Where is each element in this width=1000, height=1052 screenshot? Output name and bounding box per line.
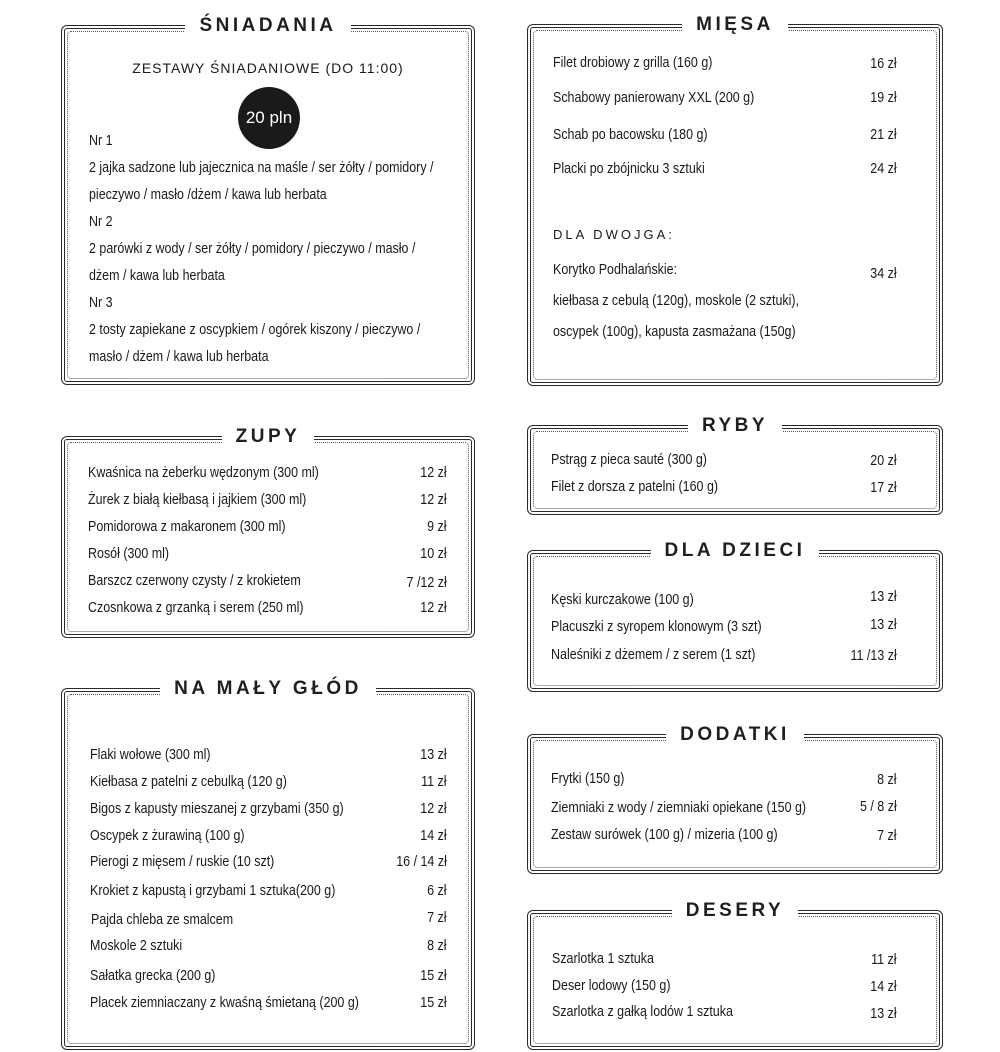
menu-item-price: 9 zł [427, 519, 447, 535]
menu-item-name: Placek ziemniaczany z kwaśną śmietaną (200 g) [90, 995, 359, 1011]
menu-item-price: 13 zł [870, 589, 897, 605]
menu-item-name: Kiełbasa z patelni z cebulką (120 g) [90, 774, 287, 790]
menu-item-name: Schabowy panierowany XXL (200 g) [553, 90, 755, 106]
breakfast-line: 2 tosty zapiekane z oscypkiem / ogórek kiszony / pieczywo / [89, 322, 421, 338]
menu-item-name: Frytki (150 g) [551, 771, 625, 787]
menu-item-name: Sałatka grecka (200 g) [90, 968, 216, 984]
breakfast-line: Nr 1 [89, 133, 113, 149]
menu-item-price: 16 zł [870, 56, 897, 72]
menu-item-name: Barszcz czerwony czysty / z krokietem [88, 573, 301, 589]
menu-item-price: 8 zł [877, 772, 897, 788]
menu-item-name: Pierogi z mięsem / ruskie (10 szt) [90, 854, 275, 870]
section-title: DODATKI [531, 724, 939, 746]
breakfast-line: pieczywo / masło /dżem / kawa lub herbata [89, 187, 327, 203]
breakfast-line: Nr 2 [89, 214, 113, 230]
menu-item-name: Żurek z białą kiełbasą i jajkiem (300 ml) [88, 492, 307, 508]
menu-item-price: 13 zł [870, 1006, 897, 1022]
section-title: DLA DZIECI [531, 540, 939, 562]
menu-item-description: oscypek (100g), kapusta zasmażana (150g) [553, 324, 796, 340]
menu-item-price: 6 zł [427, 883, 447, 899]
menu-item-name: Filet z dorsza z patelni (160 g) [551, 479, 719, 495]
menu-item-name: Rosół (300 ml) [88, 546, 170, 562]
menu-item-price: 14 zł [420, 828, 447, 844]
section-title: ŚNIADANIA [65, 15, 471, 37]
menu-item-price: 19 zł [870, 90, 897, 106]
menu-item-price: 12 zł [420, 492, 447, 508]
menu-item-name: Szarlotka z gałką lodów 1 sztuka [552, 1004, 733, 1020]
menu-item-price: 17 zł [870, 480, 897, 496]
for-two-heading: DLA DWOJGA: [553, 227, 675, 242]
menu-item-name: Placki po zbójnicku 3 sztuki [553, 161, 705, 177]
menu-item-price: 11 /13 zł [850, 648, 897, 664]
menu-item-name: Filet drobiowy z grilla (160 g) [553, 55, 713, 71]
section-maly-glod [61, 678, 475, 1050]
menu-item-price: 11 zł [871, 952, 897, 968]
menu-item-name: Korytko Podhalańskie: [553, 262, 678, 278]
menu-item-name: Ziemniaki z wody / ziemniaki opiekane (150 g) [551, 800, 807, 816]
section-title: RYBY [531, 415, 939, 437]
menu-item-name: Moskole 2 sztuki [90, 938, 183, 954]
menu-item-price: 21 zł [870, 127, 897, 143]
menu-item-price: 12 zł [420, 801, 447, 817]
menu-item-price: 7 zł [877, 828, 897, 844]
menu-item-price: 16 / 14 zł [396, 854, 447, 870]
menu-item-price: 13 zł [870, 617, 897, 633]
menu-item-name: Oscypek z żurawiną (100 g) [90, 828, 245, 844]
menu-item-name: Placuszki z syropem klonowym (3 szt) [551, 619, 762, 635]
breakfast-line: dżem / kawa lub herbata [89, 268, 225, 284]
menu-item-name: Kęski kurczakowe (100 g) [551, 592, 694, 608]
menu-item-name: Czosnkowa z grzanką i serem (250 ml) [88, 600, 304, 616]
menu-item-name: Szarlotka 1 sztuka [552, 951, 654, 967]
menu-item-price: 15 zł [420, 995, 447, 1011]
section-title: ZUPY [65, 426, 471, 448]
breakfast-line: masło / dżem / kawa lub herbata [89, 349, 269, 365]
menu-item-price: 11 zł [421, 774, 447, 790]
breakfast-line: 2 jajka sadzone lub jajecznica na maśle / ser żółty / pomidory / [89, 160, 434, 176]
menu-item-name: Pstrąg z pieca sauté (300 g) [551, 452, 707, 468]
menu-item-name: Deser lodowy (150 g) [552, 978, 671, 994]
menu-item-price: 14 zł [870, 979, 897, 995]
section-dodatki [527, 724, 943, 874]
menu-item-price: 15 zł [420, 968, 447, 984]
menu-item-name: Bigos z kapusty mieszanej z grzybami (350 g) [90, 801, 344, 817]
section-title: DESERY [531, 900, 939, 922]
menu-item-price: 24 zł [870, 161, 897, 177]
section-sniadania [61, 15, 475, 385]
section-miesa [527, 14, 943, 386]
section-desery [527, 900, 943, 1050]
menu-item-price: 10 zł [420, 546, 447, 562]
menu-item-name: Zestaw surówek (100 g) / mizeria (100 g) [551, 827, 778, 843]
menu-item-price: 7 /12 zł [406, 575, 447, 591]
price-badge: 20 pln [238, 87, 300, 149]
section-ryby [527, 415, 943, 515]
menu-item-price: 12 zł [420, 600, 447, 616]
breakfast-line: Nr 3 [89, 295, 113, 311]
breakfast-sets-subtitle: ZESTAWY ŚNIADANIOWE (DO 11:00) [132, 60, 404, 76]
menu-item-name: Pomidorowa z makaronem (300 ml) [88, 519, 286, 535]
breakfast-line: 2 parówki z wody / ser żółty / pomidory / pieczywo / masło / [89, 241, 416, 257]
menu-item-price: 7 zł [427, 910, 447, 926]
menu-item-name: Flaki wołowe (300 ml) [90, 747, 211, 763]
menu-item-price: 8 zł [427, 938, 447, 954]
menu-item-price: 13 zł [420, 747, 447, 763]
menu-item-name: Naleśniki z dżemem / z serem (1 szt) [551, 647, 756, 663]
menu-item-price: 5 / 8 zł [860, 799, 897, 815]
menu-item-price: 12 zł [420, 465, 447, 481]
menu-item-name: Pajda chleba ze smalcem [91, 912, 234, 928]
menu-item-name: Krokiet z kapustą i grzybami 1 sztuka(200 g) [90, 883, 336, 899]
menu-item-price: 20 zł [870, 453, 897, 469]
menu-item-name: Schab po bacowsku (180 g) [553, 127, 708, 143]
menu-item-price: 34 zł [870, 266, 897, 282]
menu-item-description: kiełbasa z cebulą (120g), moskole (2 sztuki), [553, 293, 800, 309]
menu-item-name: Kwaśnica na żeberku wędzonym (300 ml) [88, 465, 319, 481]
section-title: NA MAŁY GŁÓD [65, 678, 471, 700]
section-dla-dzieci [527, 540, 943, 692]
section-zupy [61, 426, 475, 638]
section-title: MIĘSA [531, 14, 939, 36]
